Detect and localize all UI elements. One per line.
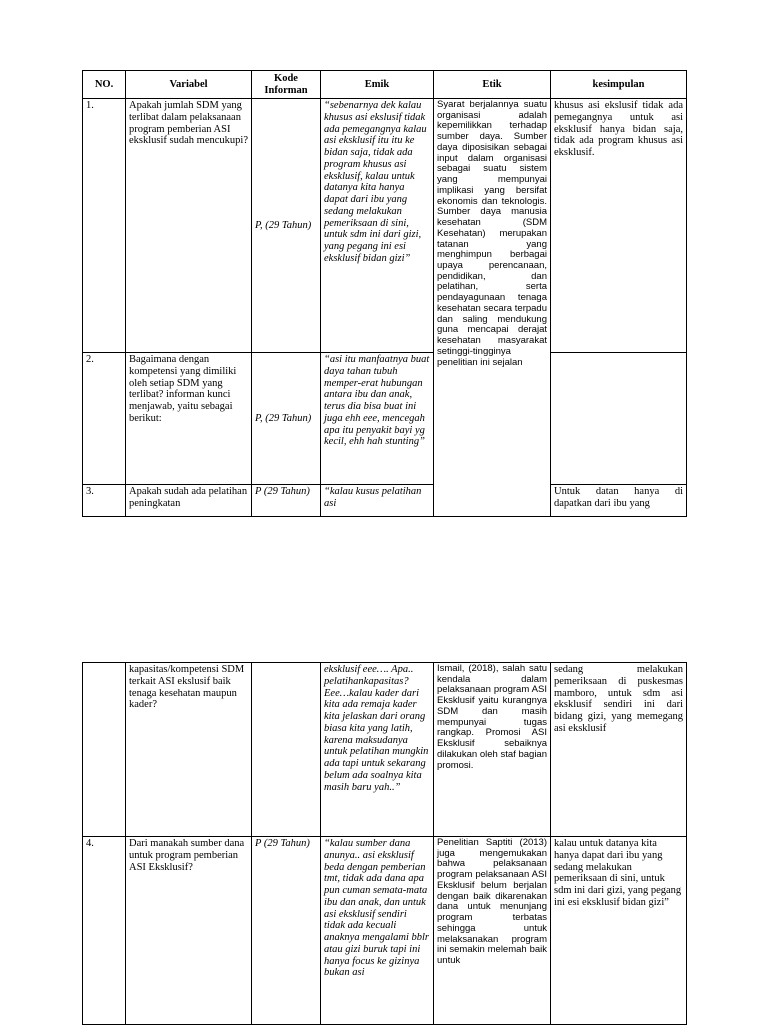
emik-cell: “asi itu manfaatnya buat daya tahan tubuh memper-erat hubungan antara ibu dan anak, terus dia bisa buat ini juga ehh eee, mencegah apa itu penyakit bayi yg kecil, ehh hah stunting” (321, 353, 434, 485)
table-row (83, 353, 687, 485)
table-row (83, 663, 687, 837)
header-kode-informan: Kode Informan (252, 71, 321, 99)
row-number (83, 663, 126, 837)
etik-cell: Penelitian Saptiti (2013) juga mengemukakan bahwa pelaksanaan program pelaksanaan ASI Eksklusif belum berjalan dengan baik dikarenakan dana untuk menunjang program terbatas sehingga untuk melaksanakan program ini semakin melemah baik untuk (434, 837, 551, 1025)
row-number: 2. (83, 353, 126, 485)
kode-informan-cell: P (29 Tahun) (252, 485, 321, 517)
header-kesimpulan: kesimpulan (551, 71, 687, 99)
table-row (83, 99, 687, 353)
variabel-cell: Dari manakah sumber dana untuk program pemberian ASI Eksklusif? (126, 837, 252, 1025)
kesimpulan-cell: khusus asi ekslusif tidak ada pemegangnya untuk asi eksklusif hanya bidan saja, tidak ada program khusus asi eksklusif. (551, 99, 687, 353)
kode-informan-cell (252, 663, 321, 837)
kode-informan-cell: P, (29 Tahun) (252, 99, 321, 353)
table-header-row (83, 71, 687, 99)
etik-cell (434, 99, 551, 517)
etik-cell: Ismail, (2018), salah satu kendala dalam pelaksanaan program ASI Eksklusif yaitu kurangnya SDM dan masih mempunyai tugas rangkap. Promosi ASI Eksklusif sebaiknya dilakukan oleh staf bagian promosi. (434, 663, 551, 837)
kesimpulan-cell: kalau untuk datanya kita hanya dapat dari ibu yang sedang melakukan pemeriksaan di sini, untuk sdm ini dari gizi, yang pegang ini esi eksklusif bidan gizi” (551, 837, 687, 1025)
kode-informan-cell: P, (29 Tahun) (252, 353, 321, 485)
emik-cell: “sebenarnya dek kalau khusus asi ekslusif tidak ada pemegangnya kalau asi eksklusif itu itu ke bidan saja, tidak ada program khusus asi eksklusif, kalau untuk datanya kita hanya dapat dari ibu yang sedang melakukan pemeriksaan di sini, untuk sdm ini dari gizi, yang pegang ini esi eksklusif bidan gizi” (321, 99, 434, 353)
row-number: 1. (83, 99, 126, 353)
kesimpulan-cell: Untuk datan hanya di dapatkan dari ibu yang (551, 485, 687, 517)
kode-informan-cell: P (29 Tahun) (252, 837, 321, 1025)
header-emik: Emik (321, 71, 434, 99)
header-no: NO. (83, 71, 126, 99)
emik-cell: “kalau kusus pelatihan asi (321, 485, 434, 517)
header-variabel: Variabel (126, 71, 252, 99)
research-table-part-1 (82, 70, 687, 517)
row-number: 3. (83, 485, 126, 517)
table-row (83, 837, 687, 1025)
row-number: 4. (83, 837, 126, 1025)
variabel-cell: Apakah jumlah SDM yang terlibat dalam pelaksanaan program pemberian ASI eksklusif sudah mencukupi? (126, 99, 252, 353)
etik-text: Syarat berjalannya suatu organisasi adalah kepemilikkan terhadap sumber daya. Sumber daya diposisikan sebagai input dalam organisasi sebagai suatu sistem yang mempunyai implikasi yang bersifat ekonomis dan teknologis. Sumber daya manusia kesehatan (SDM Kesehatan) merupakan tatanan yang menghimpun berbagai upaya perencanaan, pendidikan, dan pelatihan, serta pendayagunaan tenaga kesehatan secara terpadu dan saling mendukung guna mencapai derajat kesehatan masyarakat setinggi-tingginya penelitian ini sejalan (437, 100, 547, 368)
emik-cell: “kalau sumber dana anunya.. asi eksklusif beda dengan pemberian tmt, tidak ada dana apa pun cuman semata-mata ibu dan anak, dan untuk asi eksklusif sendiri tidak ada kecuali anaknya mengalami bblr atau gizi buruk tapi ini hanya focus ke gizinya bukan asi (321, 837, 434, 1025)
header-etik: Etik (434, 71, 551, 99)
variabel-cell: Apakah sudah ada pelatihan peningkatan (126, 485, 252, 517)
kesimpulan-cell: sedang melakukan pemeriksaan di puskesmas mamboro, untuk sdm asi eksklusif sendiri ini dari bidang gizi, yang memegang asi eksklusif (551, 663, 687, 837)
table-row (83, 485, 687, 517)
variabel-cell: Bagaimana dengan kompetensi yang dimiliki oleh setiap SDM yang terlibat? informan kunci menjawab, yaitu sebagai berikut: (126, 353, 252, 485)
kesimpulan-cell (551, 353, 687, 485)
emik-cell: eksklusif eee…. Apa.. pelatihankapasitas? Eee…kalau kader dari kita ada remaja kader kita jelaskan dari orang biasa kita yang latih, karena maksudanya untuk pelatihan mungkin ada tapi untuk sekarang belum ada soalnya kita masih baru yah..” (321, 663, 434, 837)
variabel-cell: kapasitas/kompetensi SDM terkait ASI ekslusif baik tenaga kesehatan maupun kader? (126, 663, 252, 837)
research-table-part-2 (82, 662, 687, 1025)
